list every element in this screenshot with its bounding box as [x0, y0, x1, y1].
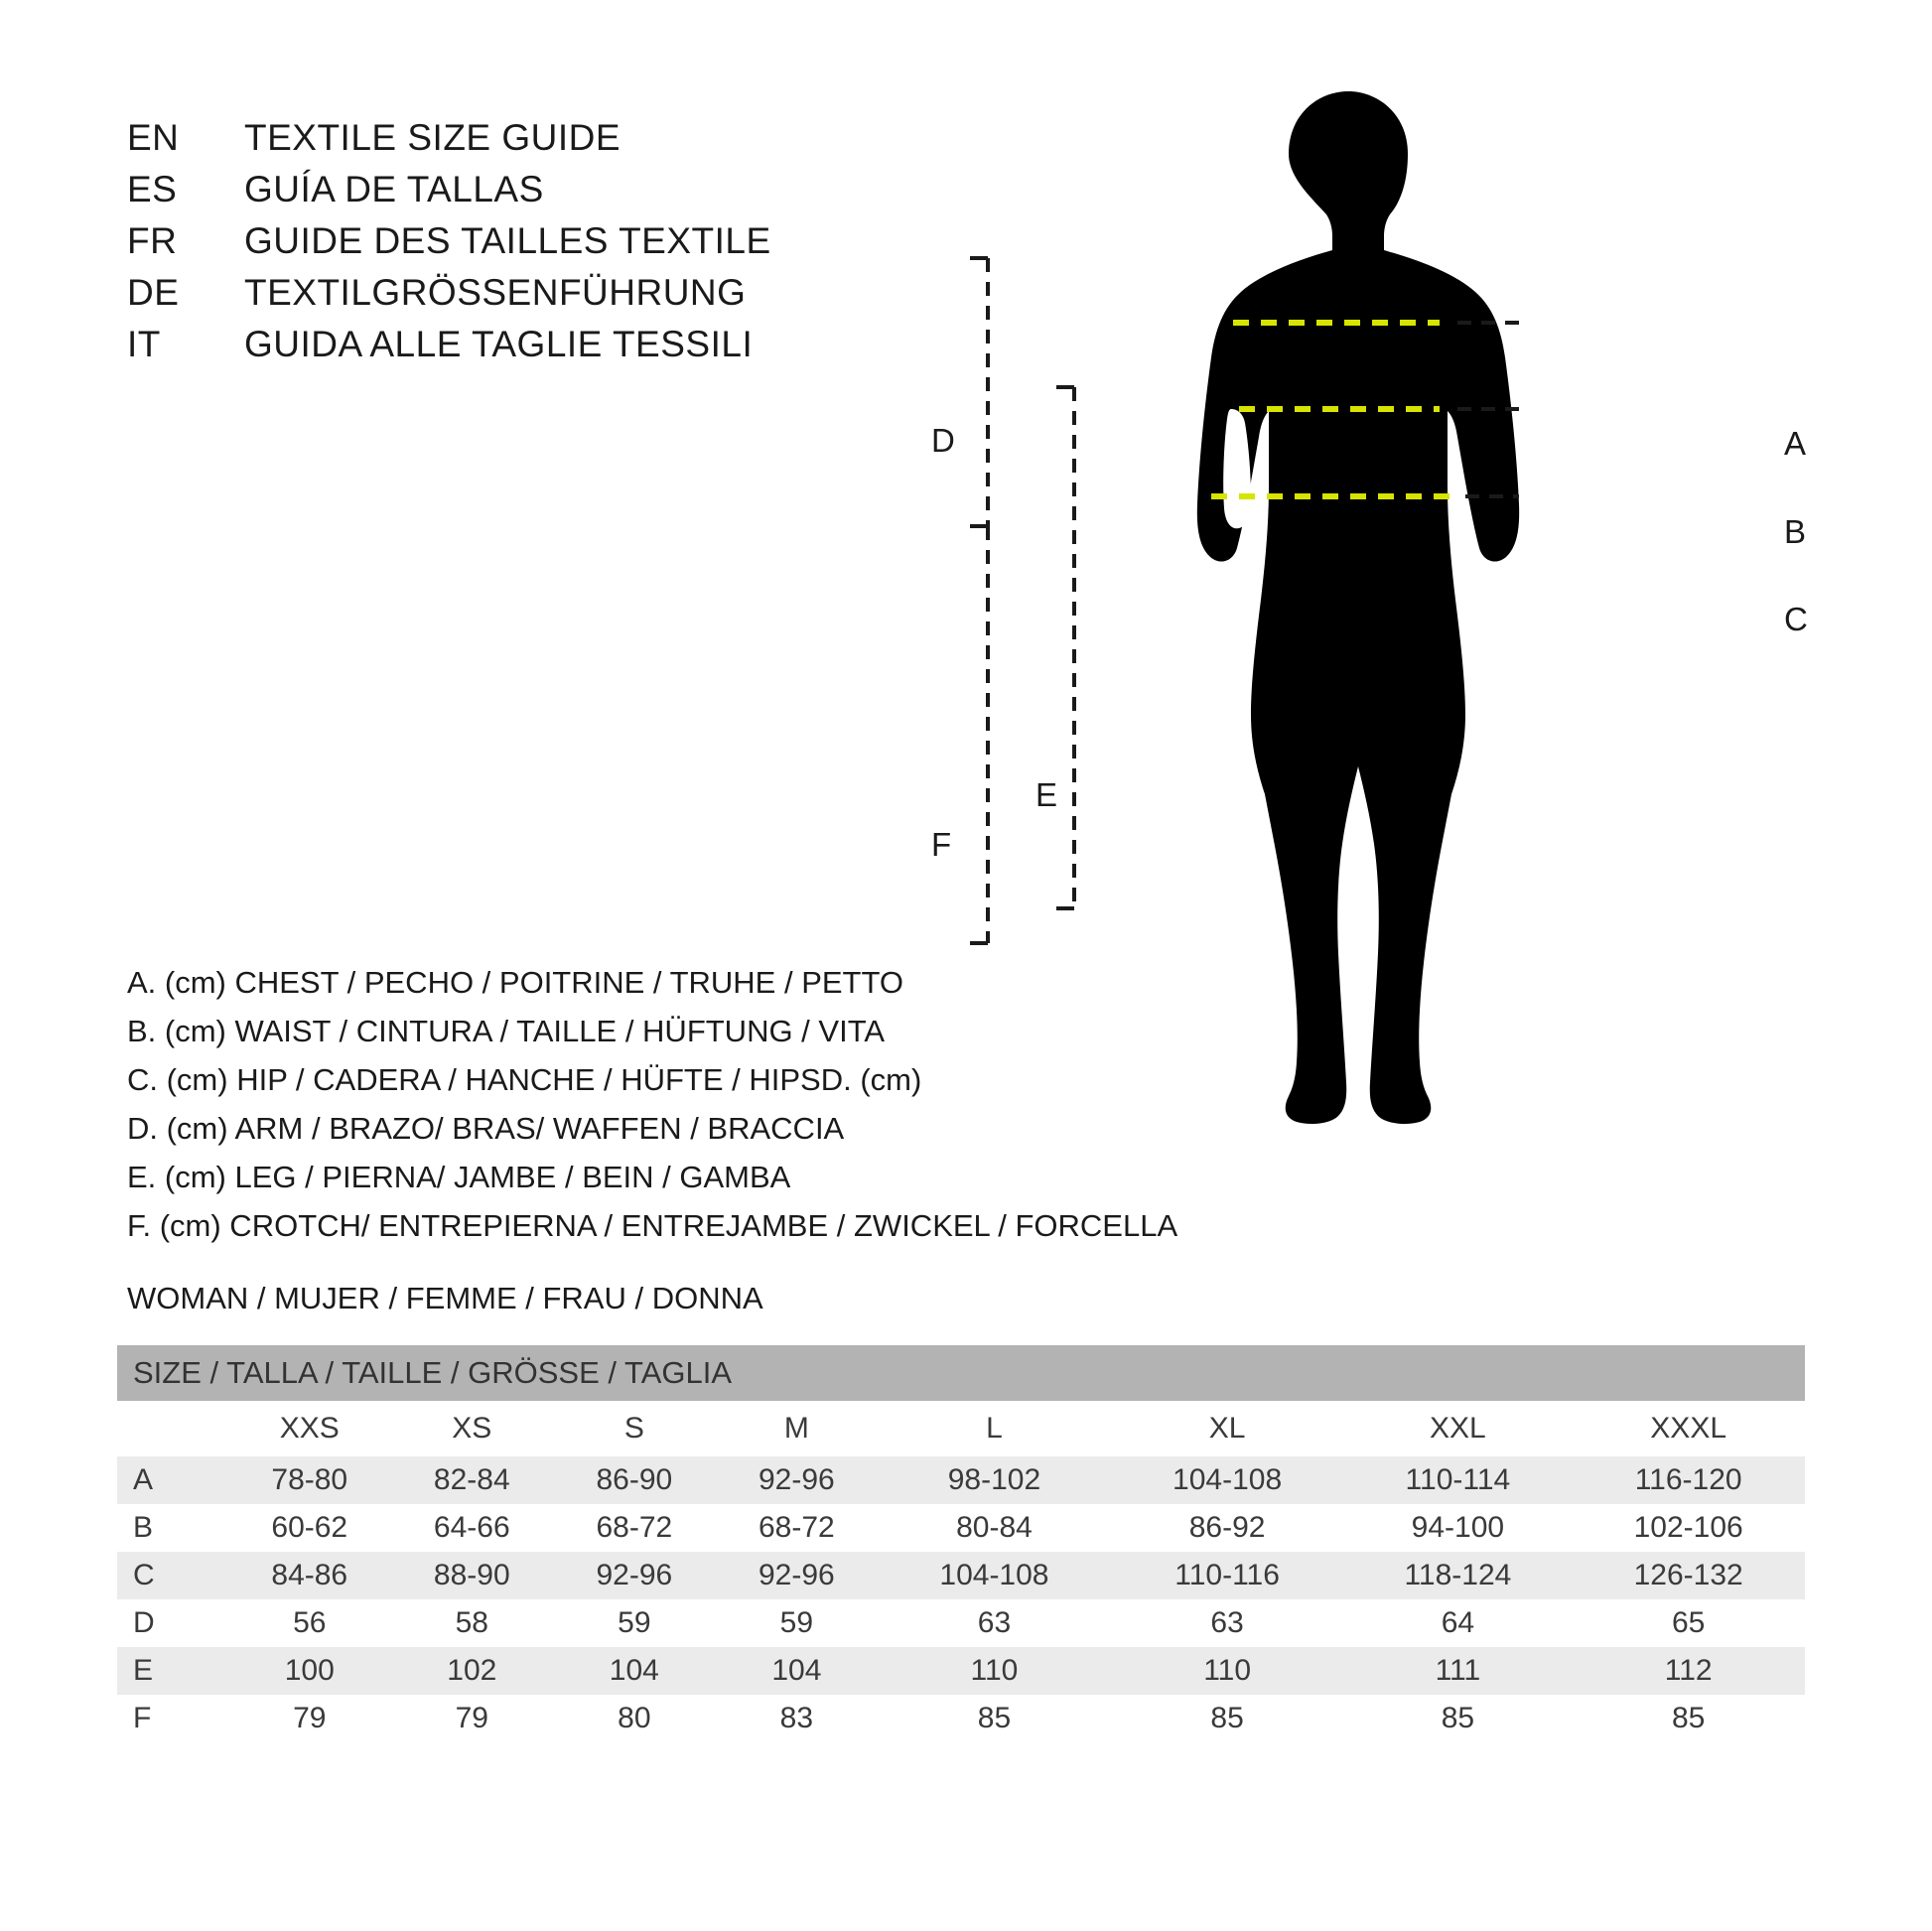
language-code: ES: [127, 169, 178, 209]
col-header-xxs: XXS: [228, 1401, 391, 1456]
language-code: IT: [127, 324, 161, 364]
cell: 104: [553, 1647, 716, 1695]
table-row: [117, 1647, 1805, 1695]
cell: 84-86: [228, 1552, 391, 1599]
table-row: [117, 1695, 1805, 1742]
cell: 104-108: [878, 1552, 1111, 1599]
cell: 104-108: [1111, 1456, 1344, 1504]
marker-label-C: C: [1784, 601, 1808, 637]
cell: 92-96: [716, 1552, 879, 1599]
cell: 63: [878, 1599, 1111, 1647]
cell: 92-96: [553, 1552, 716, 1599]
legend-item-a: A. (cm) CHEST / PECHO / POITRINE / TRUHE / PETTO: [127, 965, 903, 1000]
cell: 98-102: [878, 1456, 1111, 1504]
cell: 85: [1343, 1695, 1572, 1742]
size-table-title: SIZE / TALLA / TAILLE / GRÖSSE / TAGLIA: [117, 1345, 1805, 1401]
cell: 100: [228, 1647, 391, 1695]
legend-item-b: B. (cm) WAIST / CINTURA / TAILLE / HÜFTUNG / VITA: [127, 1014, 886, 1048]
col-header-xs: XS: [391, 1401, 554, 1456]
size-table: [117, 1345, 1805, 1742]
language-code: FR: [127, 220, 178, 261]
cell: 79: [391, 1695, 554, 1742]
bracket-label-E: E: [1035, 776, 1058, 813]
cell: 85: [878, 1695, 1111, 1742]
row-label-d: D: [117, 1599, 228, 1647]
legend-item-f: F. (cm) CROTCH/ ENTREPIERNA / ENTREJAMBE / ZWICKEL / FORCELLA: [127, 1208, 1178, 1243]
cell: 83: [716, 1695, 879, 1742]
legend-item-c: C. (cm) HIP / CADERA / HANCHE / HÜFTE / HIPSD. (cm): [127, 1062, 922, 1097]
language-title: GUIDE DES TAILLES TEXTILE: [244, 220, 771, 261]
cell: 94-100: [1343, 1504, 1572, 1552]
row-label-b: B: [117, 1504, 228, 1552]
cell: 78-80: [228, 1456, 391, 1504]
table-header-row: [117, 1401, 1805, 1456]
table-band-header-row: [117, 1345, 1805, 1401]
cell: 64-66: [391, 1504, 554, 1552]
cell: 80: [553, 1695, 716, 1742]
col-header-xxl: XXL: [1343, 1401, 1572, 1456]
cell: 86-92: [1111, 1504, 1344, 1552]
legend-item-d: D. (cm) ARM / BRAZO/ BRAS/ WAFFEN / BRACCIA: [127, 1111, 845, 1146]
cell: 126-132: [1572, 1552, 1805, 1599]
cell: 118-124: [1343, 1552, 1572, 1599]
cell: 58: [391, 1599, 554, 1647]
corner-cell: [117, 1401, 228, 1456]
table-row: [117, 1456, 1805, 1504]
col-header-m: M: [716, 1401, 879, 1456]
cell: 110-116: [1111, 1552, 1344, 1599]
cell: 104: [716, 1647, 879, 1695]
col-header-l: L: [878, 1401, 1111, 1456]
col-header-xl: XL: [1111, 1401, 1344, 1456]
row-label-f: F: [117, 1695, 228, 1742]
cell: 85: [1111, 1695, 1344, 1742]
cell: 80-84: [878, 1504, 1111, 1552]
cell: 102-106: [1572, 1504, 1805, 1552]
woman-silhouette-icon: [1197, 91, 1519, 1124]
table-row: [117, 1599, 1805, 1647]
cell: 102: [391, 1647, 554, 1695]
col-header-s: S: [553, 1401, 716, 1456]
bracket-label-D: D: [931, 422, 955, 459]
cell: 68-72: [716, 1504, 879, 1552]
language-title: TEXTILGRÖSSENFÜHRUNG: [244, 272, 747, 313]
cell: 82-84: [391, 1456, 554, 1504]
marker-label-A: A: [1784, 425, 1807, 462]
cell: 110-114: [1343, 1456, 1572, 1504]
cell: 88-90: [391, 1552, 554, 1599]
language-title: TEXTILE SIZE GUIDE: [244, 117, 621, 158]
cell: 64: [1343, 1599, 1572, 1647]
row-label-c: C: [117, 1552, 228, 1599]
table-row: [117, 1552, 1805, 1599]
col-header-xxxl: XXXL: [1572, 1401, 1805, 1456]
cell: 68-72: [553, 1504, 716, 1552]
row-label-e: E: [117, 1647, 228, 1695]
cell: 59: [716, 1599, 879, 1647]
cell: 60-62: [228, 1504, 391, 1552]
measurement-legend: [127, 958, 1239, 1250]
cell: 92-96: [716, 1456, 879, 1504]
bracket-label-F: F: [931, 826, 952, 863]
cell: 112: [1572, 1647, 1805, 1695]
cell: 65: [1572, 1599, 1805, 1647]
language-code: EN: [127, 117, 180, 158]
language-title: GUIDA ALLE TAGLIE TESSILI: [244, 324, 754, 364]
row-label-a: A: [117, 1456, 228, 1504]
cell: 56: [228, 1599, 391, 1647]
legend-item-e: E. (cm) LEG / PIERNA/ JAMBE / BEIN / GAMBA: [127, 1160, 791, 1194]
cell: 86-90: [553, 1456, 716, 1504]
cell: 110: [1111, 1647, 1344, 1695]
table-row: [117, 1504, 1805, 1552]
cell: 79: [228, 1695, 391, 1742]
cell: 85: [1572, 1695, 1805, 1742]
cell: 63: [1111, 1599, 1344, 1647]
language-title: GUÍA DE TALLAS: [244, 169, 544, 209]
marker-label-B: B: [1784, 513, 1807, 550]
cell: 111: [1343, 1647, 1572, 1695]
section-caption: WOMAN / MUJER / FEMME / FRAU / DONNA: [127, 1281, 763, 1315]
cell: 59: [553, 1599, 716, 1647]
cell: 116-120: [1572, 1456, 1805, 1504]
cell: 110: [878, 1647, 1111, 1695]
language-code: DE: [127, 272, 180, 313]
